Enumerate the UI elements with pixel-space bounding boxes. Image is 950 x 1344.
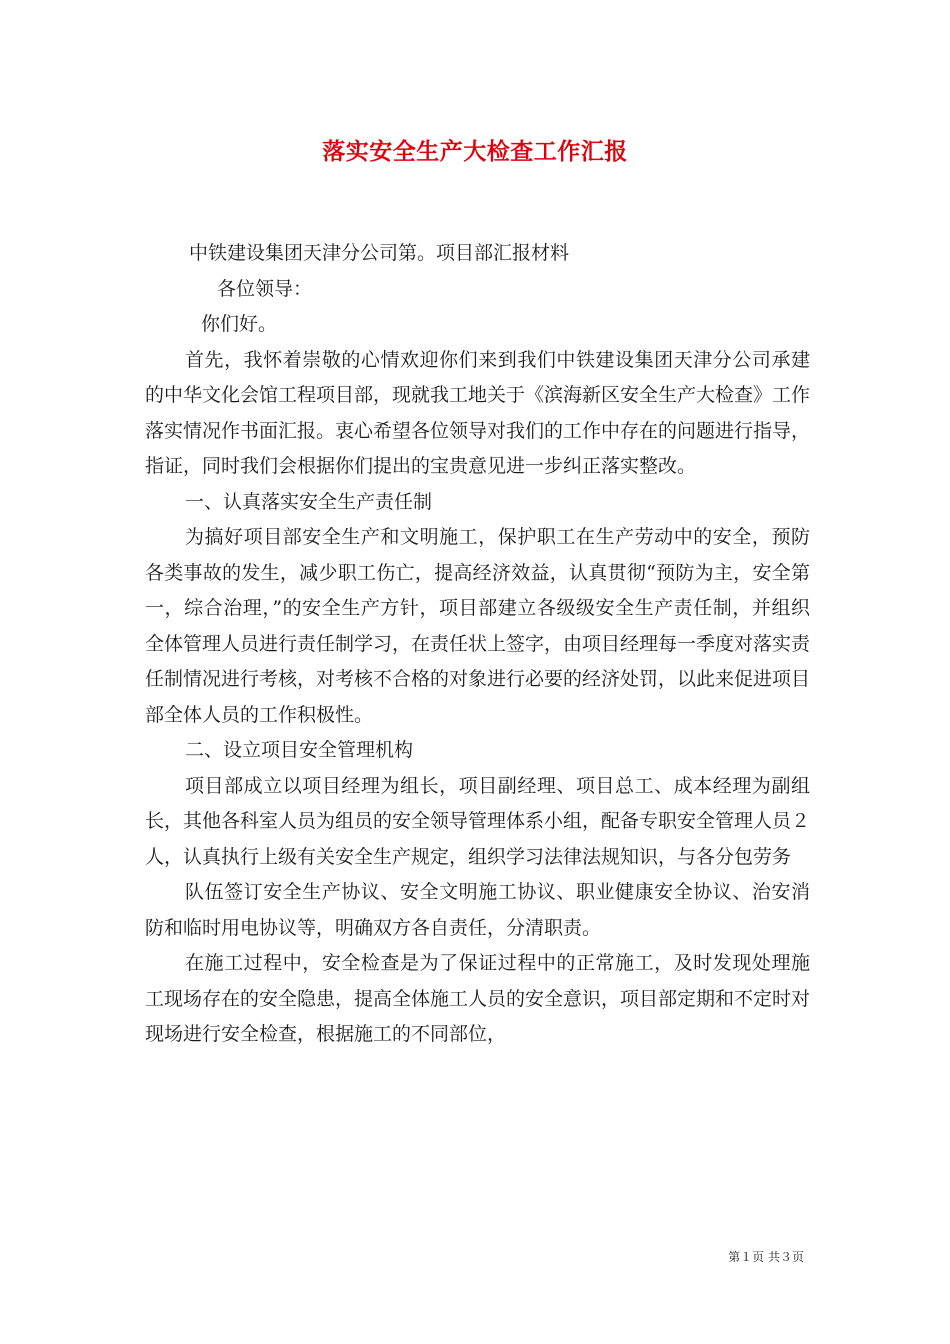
document-subtitle: 中铁建设集团天津分公司第。项目部汇报材料 [189, 242, 570, 264]
paragraph-inspection: 在施工过程中，安全检查是为了保证过程中的正常施工，及时发现处理施工现场存在的安全隐患，提高全体施工人员的安全意识，项目部定期和不定时对现场进行安全检查，根据施工的不同部位， [145, 952, 811, 1045]
document-title: 落实安全生产大检查工作汇报 [322, 138, 628, 165]
paragraph-responsibility: 为搞好项目部安全生产和文明施工，保护职工在生产劳动中的安全，预防各类事故的发生，减少职工伤亡，提高经济效益，认真贯彻“预防为主，安全第一，综合治理，”的安全生产方针，项目部建立各级级安全生产责任制，并组织全体管理人员进行责任制学习，在责任状上签字，由项目经理每一季度对落实责任制情况进行考核，对考核不合格的对象进行必要的经济处罚，以此来促进项目部全体人员的工作积极性。 [145, 526, 811, 726]
paragraph-organization: 项目部成立以项目经理为组长，项目副经理、项目总工、成本经理为副组长，其他各科室人员为组员的安全领导管理体系小组，配备专职安全管理人员２人，认真执行上级有关安全生产规定，组织学习法律法规知识，与各分包劳务 [145, 774, 811, 868]
document-body [145, 236, 810, 1053]
salutation: 各位领导： [217, 277, 313, 300]
section-heading-2: 二、设立项目安全管理机构 [185, 739, 414, 761]
paragraph-intro: 首先，我怀着崇敬的心情欢迎你们来到我们中铁建设集团天津分公司承建的中华文化会馆工程项目部，现就我工地关于《滨海新区安全生产大检查》工作落实情况作书面汇报。衷心希望各位领导对我们的工作中存在的问题进行指导，指证，同时我们会根据你们提出的宝贵意见进一步纠正落实整改。 [145, 348, 811, 477]
page-number-footer: 第１页 共３页 [728, 1250, 804, 1264]
paragraph-agreements: 队伍签订安全生产协议、安全文明施工协议、职业健康安全协议、治安消防和临时用电协议等，明确双方各自责任，分清职责。 [145, 881, 810, 939]
section-heading-1: 一、认真落实安全生产责任制 [185, 490, 433, 513]
greeting: 你们好。 [201, 313, 278, 335]
